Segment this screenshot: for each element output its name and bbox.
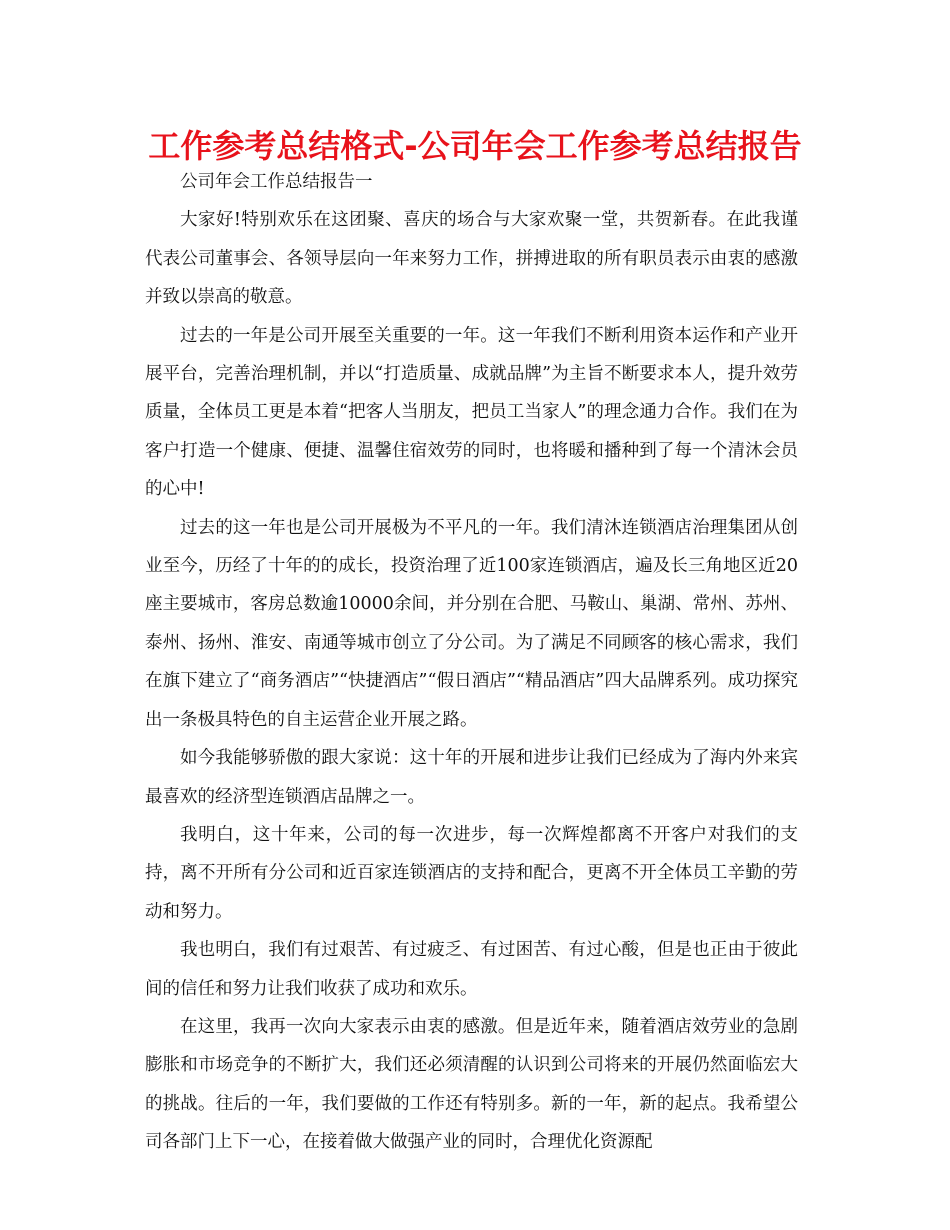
document-title: 工作参考总结格式-公司年会工作参考总结报告 — [148, 127, 802, 165]
paragraph: 我明白，这十年来，公司的每一次进步，每一次辉煌都离不开客户对我们的支持，离不开所有分公司和近百家连锁酒店的支持和配合，更离不开全体员工辛勤的劳动和努力。 — [145, 824, 798, 922]
document-body — [145, 163, 798, 1162]
paragraph: 过去的一年是公司开展至关重要的一年。这一年我们不断利用资本运作和产业开展平台，完善治理机制，并以“打造质量、成就品牌”为主旨不断要求本人，提升效劳质量，全体员工更是本着“把客人当朋友，把员工当家人”的理念通力合作。我们在为客户打造一个健康、便捷、温馨住宿效劳的同时，也将暖和播种到了每一个清沐会员的心中! — [145, 325, 798, 500]
paragraph: 在这里，我再一次向大家表示由衷的感激。但是近年来，随着酒店效劳业的急剧膨胀和市场竞争的不断扩大，我们还必须清醒的认识到公司将来的开展仍然面临宏大的挑战。往后的一年，我们要做的工作还有特别多。新的一年，新的起点。我希望公司各部门上下一心，在接着做大做强产业的同时，合理优化资源配 — [145, 1016, 798, 1153]
paragraph: 大家好!特别欢乐在这团聚、喜庆的场合与大家欢聚一堂，共贺新春。在此我谨代表公司董事会、各领导层向一年来努力工作，拼搏进取的所有职员表示由衷的感激并致以崇高的敬意。 — [145, 210, 798, 308]
paragraph-subtitle: 公司年会工作总结报告一 — [180, 172, 373, 192]
paragraph: 过去的这一年也是公司开展极为不平凡的一年。我们清沐连锁酒店治理集团从创业至今，历经了十年的的成长，投资治理了近100家连锁酒店，遍及长三角地区近20座主要城市，客房总数逾10000余间，并分别在合肥、马鞍山、巢湖、常州、苏州、泰州、扬州、淮安、南通等城市创立了分公司。为了满足不同顾客的核心需求，我们在旗下建立了“商务酒店”“快捷酒店”“假日酒店”“精品酒店”四大品牌系列。成功探究出一条极具特色的自主运营企业开展之路。 — [145, 517, 798, 730]
paragraph: 如今我能够骄傲的跟大家说：这十年的开展和进步让我们已经成为了海内外来宾最喜欢的经济型连锁酒店品牌之一。 — [145, 748, 798, 807]
paragraph: 我也明白，我们有过艰苦、有过疲乏、有过困苦、有过心酸，但是也正由于彼此间的信任和努力让我们收获了成功和欢乐。 — [145, 940, 798, 999]
